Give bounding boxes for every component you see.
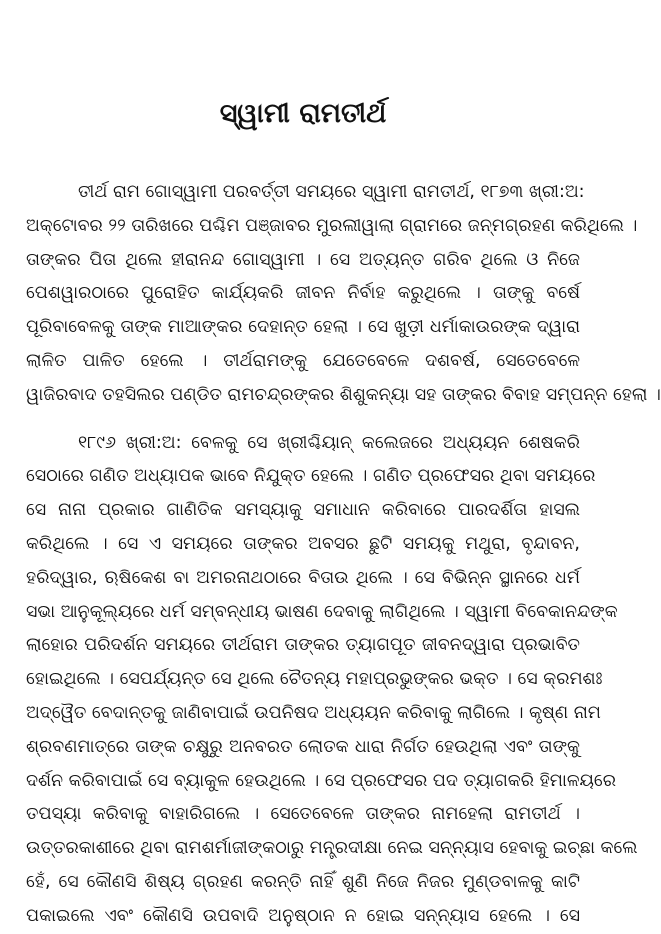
text-line: ହୋଇଥିଲେ । ସେପର୍ଯ୍ୟନ୍ତ ସେ ଥିଲେ ଚୈତନ୍ୟ ମହାପ୍ରଭୁଙ୍କର ଭକ୍ତ । ସେ କ୍ରମଶଃ — [26, 669, 603, 690]
text-line: ଦର୍ଶନ କରିବାପାଇଁ ସେ ବ୍ୟାକୁଳ ହେଉଥିଲେ । ସେ ପ୍ରଫେସର ପଦ ତ୍ୟାଗକରି ହିମାଳୟରେ — [26, 770, 616, 791]
text-line: ତୀର୍ଥ ରାମ ଗୋସ୍ୱାମୀ ପରବର୍ତ୍ତୀ ସମୟରେ ସ୍ୱାମୀ ରାମତୀର୍ଥ, ୧୮୭୩ ଖ୍ରୀ:ଅ: — [78, 182, 585, 202]
text-line: ସେ ନାନା ପ୍ରକାର ଗାଣିତିକ ସମସ୍ୟାକୁ ସମାଧାନ କରିବାରେ ପାରଦର୍ଶିତା ହାସଲ — [26, 500, 580, 521]
text-line: ସେଠାରେ ଗଣିତ ଅଧ୍ୟାପକ ଭାବେ ନିଯୁକ୍ତ ହେଲେ । ଗଣିତ ପ୍ରଫେସର ଥିବା ସମୟରେ — [26, 466, 596, 487]
text-line: ଲାହୋର ପରିଦର୍ଶନ ସମୟରେ ତୀର୍ଥରାମ ତାଙ୍କର ତ୍ୟାଗପୂତ ଜୀବନଦ୍ୱାରା ପ୍ରଭାବିତ — [26, 635, 580, 656]
text-line: ସଭା ଆନୁକୂଲ୍ୟରେ ଧର୍ମ ସମ୍ବନ୍ଧୀୟ ଭାଷଣ ଦେବାକୁ ଲାଗିଥିଲେ । ସ୍ୱାମୀ ବିବେକାନନ୍ଦଙ୍କ — [26, 601, 618, 622]
text-line: ଶ୍ରବଣମାତ୍ରେ ତାଙ୍କ ଚକ୍ଷୁରୁ ଅନବରତ ଲୋତକ ଧାରା ନିର୍ଗତ ହେଉଥିଲା ଏବଂ ତାଙ୍କୁ — [26, 736, 580, 757]
text-line: ଅଦ୍ୱୈତ ବେଦାନ୍ତକୁ ଜାଣିବାପାଇଁ ଉପନିଷଦ ଅଧ୍ୟୟନ କରିବାକୁ ଲାଗିଲେ । କୃଷ୍ଣ ନାମ — [26, 702, 601, 723]
text-line: ଉତ୍ତରକାଶୀରେ ଥିବା ରାମଶର୍ମାଜୀଙ୍କଠାରୁ ମନ୍ତ୍ରଦୀକ୍ଷା ନେଇ ସନ୍ନ୍ୟାସ ହେବାକୁ ଇଚ୍ଛା କଲେ — [26, 838, 638, 859]
text-line: ଲାଳିତ ପାଳିତ ହେଲେ । ତୀର୍ଥରାମଙ୍କୁ ଯେତେବେଳେ ଦଶବର୍ଷ, ସେତେବେଳେ — [26, 350, 580, 371]
text-line: ଅକ୍ଟୋବର ୨୨ ତାରିଖରେ ପଶ୍ଚିମ ପଞ୍ଜାବର ମୁରଲୀୱାଲା ଗ୍ରାମରେ ଜନ୍ମଗ୍ରହଣ କରିଥିଲେ । — [26, 215, 638, 236]
text-line: ୱାଜିରବାଦ ତହସିଲର ପଣ୍ଡିତ ରାମଚନ୍ଦ୍ରଙ୍କର ଶିଶୁକନ୍ୟା ସହ ତାଙ୍କର ବିବାହ ସମ୍ପନ୍ନ ହେଲା । — [26, 384, 661, 405]
text-line: ପକାଇଲେ ଏବଂ କୌଣସି ଉପବାଦି ଅନୁଷ୍ଠାନ ନ ହୋଇ ସନ୍ନ୍ୟାସ ହେଲେ । ସେ — [26, 905, 580, 926]
chapter-title: ସ୍ୱାମୀ ରାମତୀର୍ଥ — [219, 98, 387, 129]
text-line: ୧୮୯୬ ଖ୍ରୀ:ଅ: ବେଳକୁ ସେ ଖ୍ରୀଶ୍ଚିୟାନ୍ କଲେଜରେ ଅଧ୍ୟୟନ ଶେଷକରି — [78, 432, 580, 453]
text-line: କରିଥିଲେ । ସେ ଏ ସମୟରେ ତାଙ୍କର ଅବସର ଛୁଟି ସମୟକୁ ମଥୁରା, ବୃନ୍ଦାବନ, — [26, 533, 580, 554]
text-line: ହରିଦ୍ୱାର, ଋଷିକେଶ ବା ଅମରନାଥଠାରେ ବିତାଉ ଥିଲେ । ସେ ବିଭିନ୍ନ ସ୍ଥାନରେ ଧର୍ମ — [26, 567, 580, 588]
text-line: ପେଶୱାରଠାରେ ପୁରୋହିତ କାର୍ଯ୍ୟକରି ଜୀବନ ନିର୍ବାହ କରୁଥିଲେ । ତାଙ୍କୁ ବର୍ଷେ — [26, 283, 580, 304]
paragraph-2 — [26, 427, 638, 934]
text-line: ହେଁ, ସେ କୌଣସି ଶିଷ୍ୟ ଗ୍ରହଣ କରନ୍ତି ନାହିଁ ଶୁଣି ନିଜେ ନିଜର ମୁଣ୍ଡବାଳକୁ କାଟି — [26, 871, 580, 892]
text-line: ପୂରିବାବେଳକୁ ତାଙ୍କ ମାଆଙ୍କର ଦେହାନ୍ତ ହେଲା । ସେ ଖୁଡ଼ୀ ଧର୍ମାକାଉରଙ୍କ ଦ୍ୱାରା — [26, 317, 580, 338]
text-line: ତାଙ୍କର ପିତା ଥିଲେ ହୀରାନନ୍ଦ ଗୋସ୍ୱାମୀ । ସେ ଅତ୍ୟନ୍ତ ଗରିବ ଥିଲେ ଓ ନିଜେ — [26, 249, 580, 270]
paragraph-1 — [26, 176, 661, 413]
text-line: ତପସ୍ୟା କରିବାକୁ ବାହାରିଗଲେ । ସେତେବେଳେ ତାଙ୍କର ନାମହେଲା ରାମତୀର୍ଥ । — [26, 804, 580, 825]
